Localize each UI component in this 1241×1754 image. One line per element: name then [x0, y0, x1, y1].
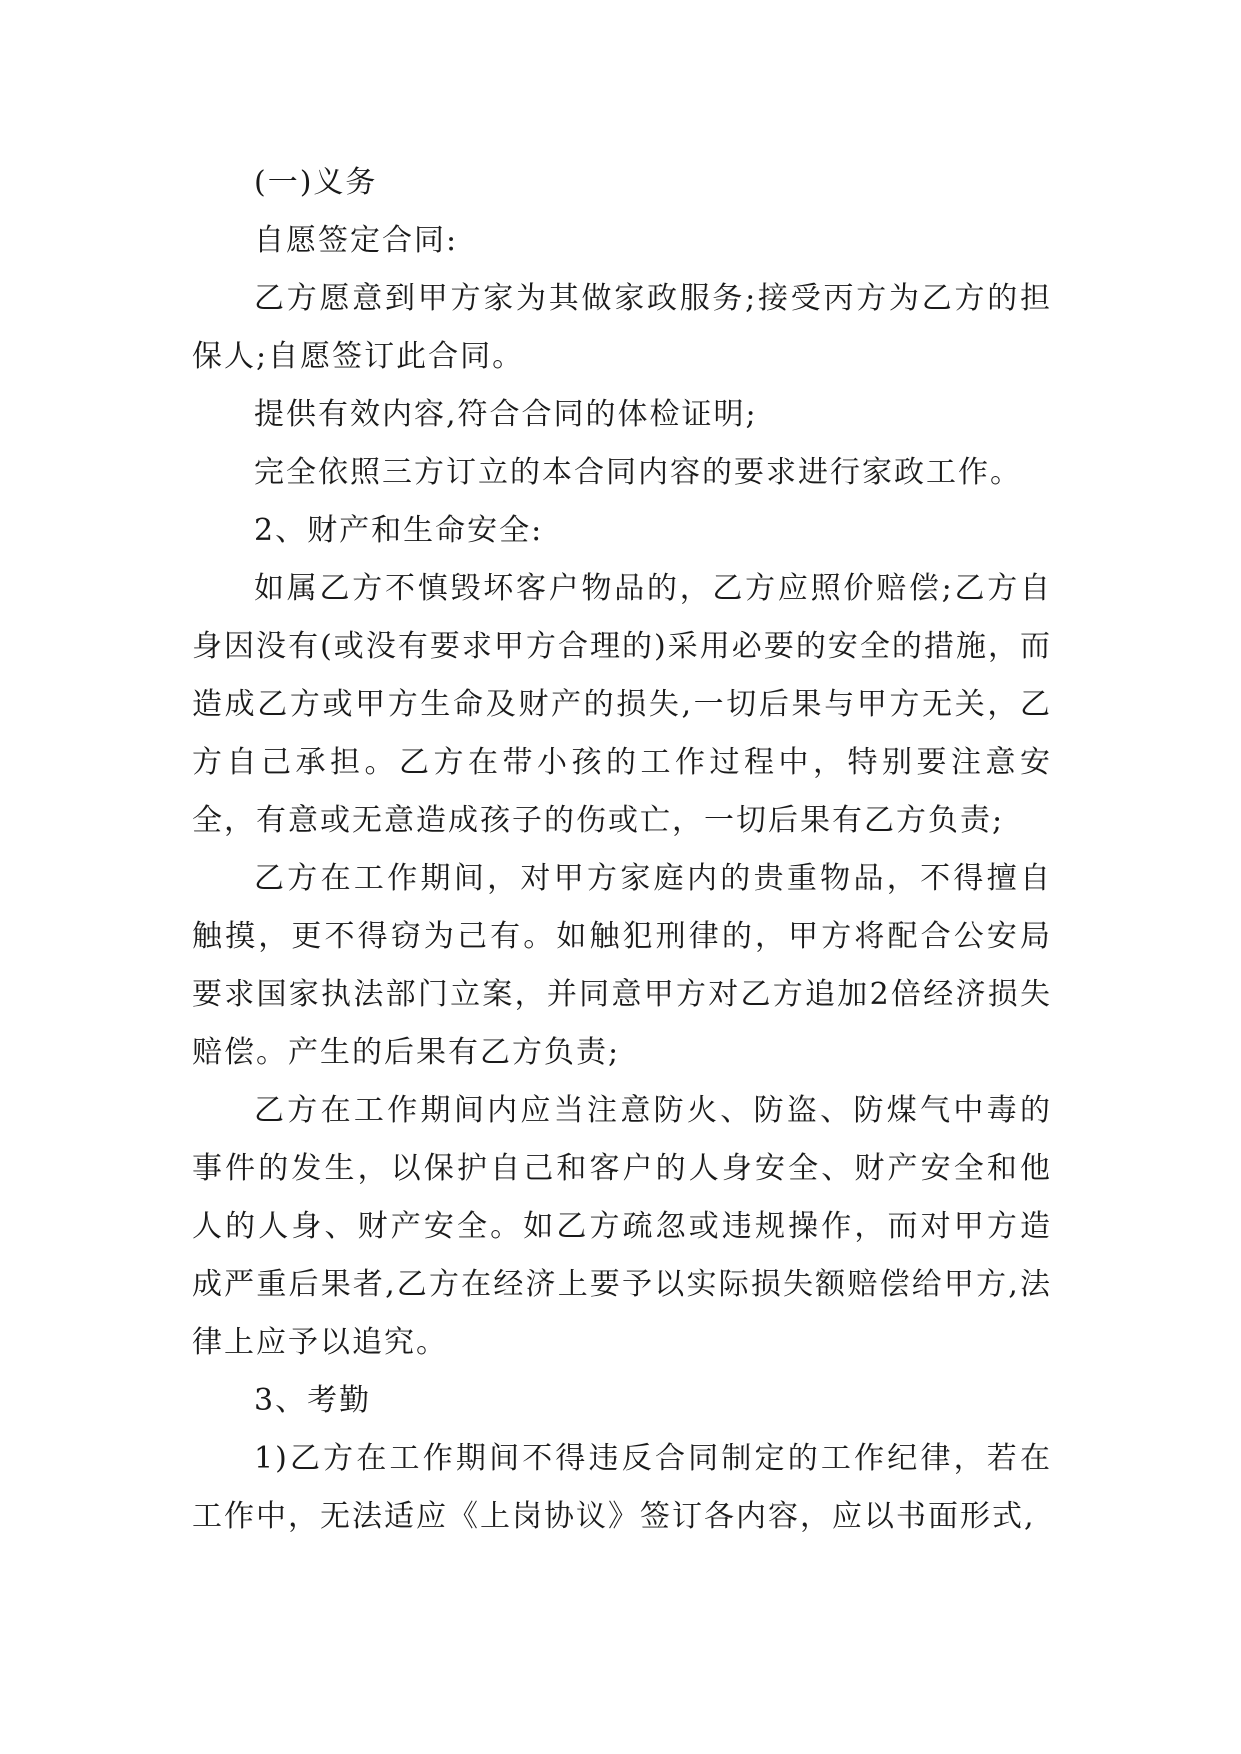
document-body: [192, 154, 1052, 1546]
paragraph-voluntary-signing: 自愿签定合同:: [254, 223, 459, 258]
paragraph-valuables: 乙方在工作期间，对甲方家庭内的贵重物品，不得擅自触摸，更不得窃为己有。如触犯刑律的，甲方将配合公安局要求国家执法部门立案，并同意甲方对乙方追加2倍经济损失赔偿。产生的后果有乙方负责;: [192, 861, 1052, 1070]
paragraph-work-discipline: 1)乙方在工作期间不得违反合同制定的工作纪律，若在工作中，无法适应《上岗协议》签订各内容，应以书面形式,: [192, 1441, 1052, 1534]
section-heading-obligations: (一)义务: [254, 165, 378, 200]
paragraph-fire-theft-prevention: 乙方在工作期间内应当注意防火、防盗、防煤气中毒的事件的发生，以保护自己和客户的人身安全、财产安全和他人的人身、财产安全。如乙方疏忽或违规操作，而对甲方造成严重后果者,乙方在经济上要予以实际损失额赔偿给甲方,法律上应予以追究。: [192, 1093, 1052, 1360]
paragraph-comply-contract: 完全依照三方订立的本合同内容的要求进行家政工作。: [254, 455, 1022, 490]
paragraph-health-certificate: 提供有效内容,符合合同的体检证明;: [254, 397, 758, 432]
section-heading-attendance: 3、考勤: [254, 1383, 372, 1418]
section-heading-property-safety: 2、财产和生命安全:: [254, 513, 544, 548]
paragraph-damage-compensation: 如属乙方不慎毁坏客户物品的，乙方应照价赔偿;乙方自身因没有(或没有要求甲方合理的)采用必要的安全的措施，而造成乙方或甲方生命及财产的损失,一切后果与甲方无关，乙方自己承担。乙方在带小孩的工作过程中，特别要注意安全，有意或无意造成孩子的伤或亡，一切后果有乙方负责;: [192, 571, 1052, 838]
paragraph-willing-service: 乙方愿意到甲方家为其做家政服务;接受丙方为乙方的担保人;自愿签订此合同。: [192, 281, 1052, 374]
